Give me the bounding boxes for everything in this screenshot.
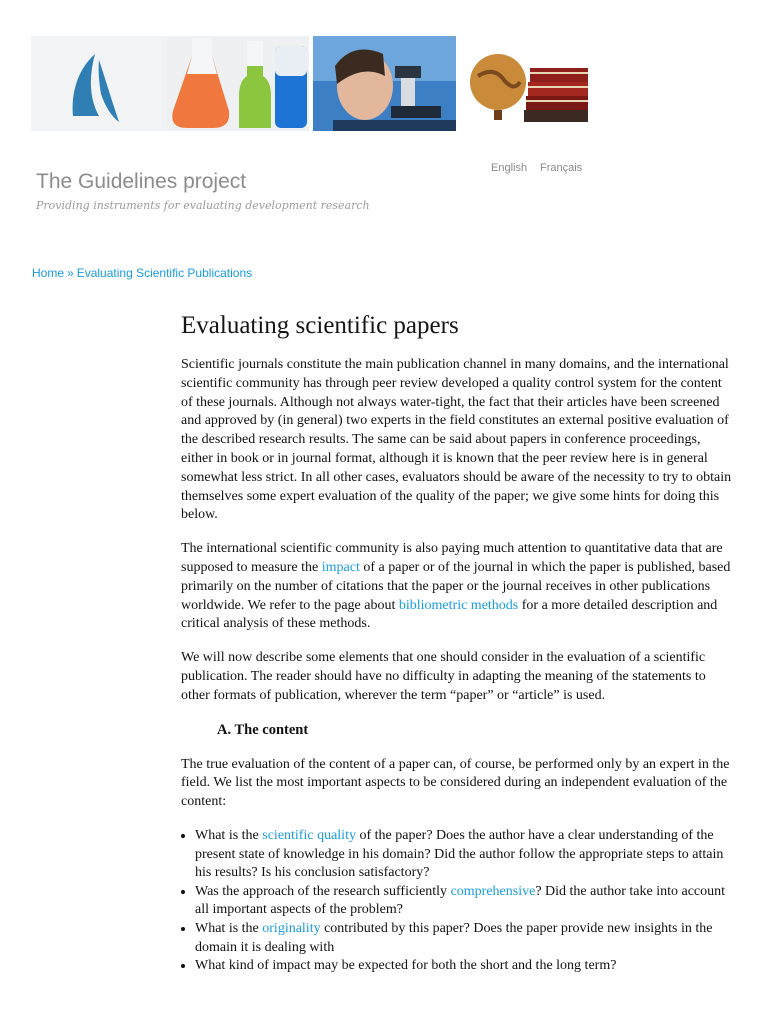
impact-paragraph xyxy=(181,540,734,634)
text-span: ? Did the author take into account all important aspects of the problem? xyxy=(195,883,726,918)
logo-panel[interactable] xyxy=(31,36,167,131)
article-content xyxy=(181,311,734,976)
scientific-quality-link[interactable]: scientific quality xyxy=(262,827,356,843)
evaluation-criteria-list xyxy=(181,827,734,976)
bibliometric-methods-link[interactable]: bibliometric methods xyxy=(398,597,519,613)
globe-books-photo xyxy=(464,36,589,131)
breadcrumb-separator: » xyxy=(67,266,74,280)
list-item xyxy=(195,827,734,883)
list-item xyxy=(195,957,734,976)
text-span: contributed by this paper? Does the paper provide new insights in the domain it is dealing with xyxy=(195,920,713,955)
text-span: What is the xyxy=(195,920,263,936)
sail-logo-icon xyxy=(31,36,167,131)
site-tagline: Providing instruments for evaluating development research xyxy=(36,199,370,212)
text-span: What kind of impact may be expected for both the short and the long term? xyxy=(195,958,617,974)
text-span: Was the approach of the research sufficiently xyxy=(195,883,451,899)
impact-link[interactable]: impact xyxy=(321,559,360,575)
list-item xyxy=(195,883,734,920)
breadcrumb-home-link[interactable]: Home xyxy=(32,266,65,280)
text-span: The international scientific community is also paying much attention to quantitative data that are supposed to measure the xyxy=(181,541,723,575)
text-span: of the paper? Does the author have a clear understanding of the present state of knowledge in his domain? Did the author follow the appropriate steps to attain his results? Is his conclusion satisfactory? xyxy=(195,827,724,881)
description-paragraph: We will now describe some elements that one should consider in the evaluation of a scientific publication. The reader should have no difficulty in adapting the meaning of the statements to other formats of publication, wherever the term “paper” or “article” is used. xyxy=(181,650,706,703)
list-item xyxy=(195,920,734,957)
page-title: Evaluating scientific papers xyxy=(181,312,459,339)
comprehensive-link[interactable]: comprehensive xyxy=(450,883,536,899)
originality-link[interactable]: originality xyxy=(262,920,321,936)
content-evaluation-paragraph: The true evaluation of the content of a paper can, of course, be performed only by an expert in the field. We list the most important aspects to be considered during an independent evaluation of the content: xyxy=(181,756,730,810)
section-heading-content: A. The content xyxy=(217,721,309,738)
text-span: for a more detailed description and critical analysis of these methods. xyxy=(181,597,718,632)
header-banner xyxy=(0,0,768,140)
breadcrumb-current-link[interactable]: Evaluating Scientific Publications xyxy=(76,266,253,280)
intro-paragraph: Scientific journals constitute the main publication channel in many domains, and the international scientific community has through peer review developed a quality control system for the content of these journals. Although not always water-tight, the fact that their articles have been screened and approved by (in general) two experts in the field constitutes an external positive evaluation of the described research results. The same can be said about papers in conference proceedings, either in book or in journal format, although it is known that the peer review here is in general somewhat less strict. In all other cases, evaluators should be aware of the necessity to try to obtain themselves some expert evaluation of the quality of the paper; we give some hints for doing this below. xyxy=(181,357,732,523)
language-french-link[interactable]: Français xyxy=(540,162,583,174)
text-span: of a paper or of the journal in which the paper is published, based primarily on the number of citations that the paper or the journal receives in other publications worldwide. We refer to the page about xyxy=(181,559,731,613)
microscope-photo xyxy=(313,36,456,131)
language-english-link[interactable]: English xyxy=(491,162,528,174)
text-span: What is the xyxy=(195,827,263,843)
lab-flasks-photo xyxy=(167,36,309,131)
site-title[interactable]: The Guidelines project xyxy=(36,170,247,193)
breadcrumb xyxy=(32,266,252,280)
